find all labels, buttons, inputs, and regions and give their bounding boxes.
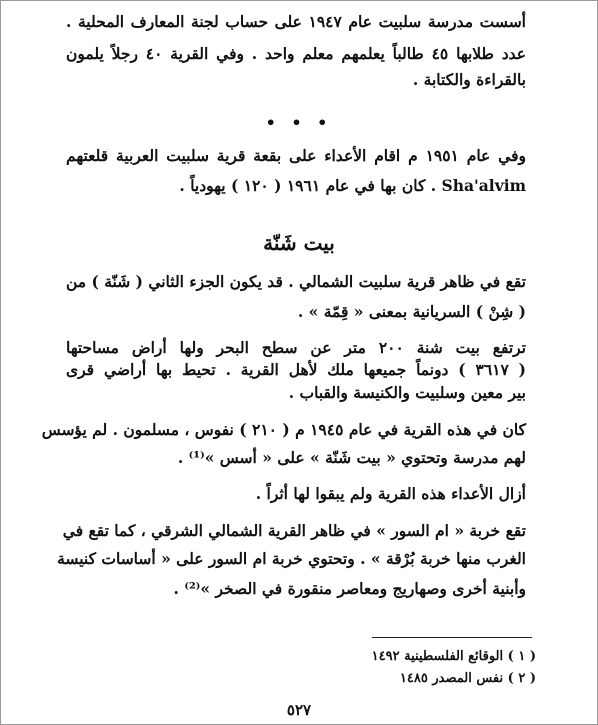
text-line: عدد طلابها ٤٥ طالباً يعلمهم معلم واحد . وفي القرية ٤٠ رجلاً يلمون <box>66 44 526 63</box>
text-line: كان في هذه القرية في عام ١٩٤٥ م ( ٢١٠ ) نفوس ، مسلمون . لم يؤسس <box>41 420 526 439</box>
text-line: وأبنية أخرى وصهاريج ومعاصر منقورة في الصخر »⁽²⁾ . <box>173 579 526 598</box>
section-heading: بيت شَنّة <box>263 231 335 255</box>
text-line: ( ٣٦١٧ ) دونماً جميعها ملك لأهل القرية . تحيط بها أراضي قرى <box>66 360 526 379</box>
text-line: تقع في ظاهر قرية سلبيت الشمالي . قد يكون الجزء الثاني ( شَنّة ) من <box>65 272 526 291</box>
footnote: ( ٢ ) نفس المصدر ١٤٨٥ <box>399 671 536 686</box>
text-line: لهم مدرسة وتحتوي « بيت شَنّة » على « أسس »⁽¹⁾ . <box>177 448 526 467</box>
text-line: الغرب منها خربة بُرْقة » . وتحتوي خربة ام السور على « أساسات كنيسة <box>57 549 526 568</box>
text-line: ترتفع بيت شنة ٢٠٠ متر عن سطح البحر ولها أراض مساحتها <box>66 338 526 357</box>
text-line: أسست مدرسة سلبيت عام ١٩٤٧ على حساب لجنة المعارف المحلية . <box>66 12 526 31</box>
text-line: بير معين وسلبيت والكنيسة والقباب . <box>288 383 526 402</box>
text-line: وفي عام ١٩٥١ م اقام الأعداء على بقعة قرية سلبيت العربية قلعتهم <box>66 146 526 165</box>
text-line: Sha'alvim . كان بها في عام ١٩٦١ ( ١٢٠ ) يهودياً . <box>179 176 526 195</box>
text-line: تقع خربة « ام السور » في ظاهر القرية الشمالي الشرقي ، كما تقع في <box>62 521 526 540</box>
page-number: ٥٢٧ <box>286 701 312 719</box>
text-line: بالقراءة والكتابة . <box>412 70 526 89</box>
footnote-rule <box>372 637 532 638</box>
section-separator: • • • <box>265 113 333 132</box>
footnote: ( ١ ) الوقائع الفلسطينية ١٤٩٢ <box>371 649 536 664</box>
text-line: أزال الأعداء هذه القرية ولم يبقوا لها أثراً . <box>255 484 526 503</box>
text-line: ( شِنْ ) السريانية بمعنى « قِمّة » . <box>297 302 526 321</box>
